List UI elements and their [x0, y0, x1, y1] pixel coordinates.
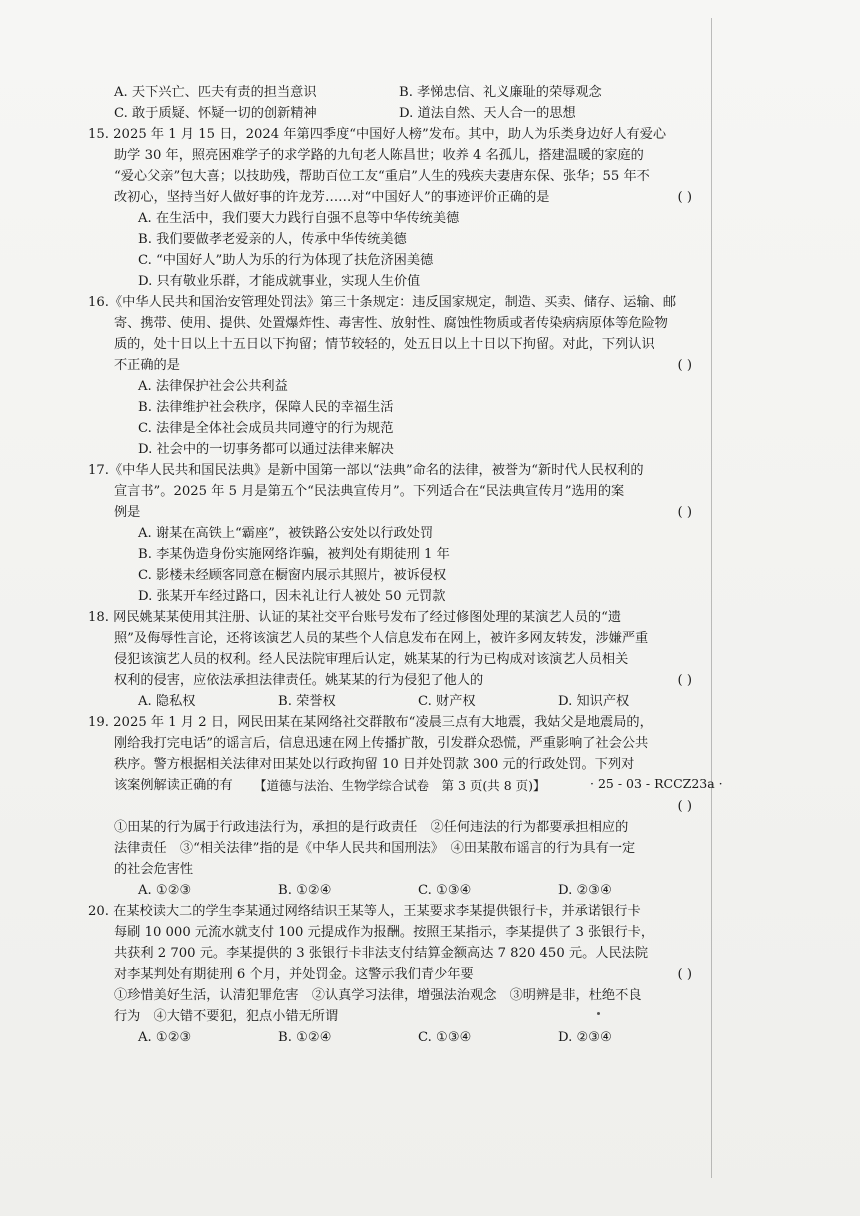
option-d: D. 道法自然、天人合一的思想 — [399, 106, 576, 121]
option-b: B. 我们要做孝老爱亲的人，传承中华传统美德 — [138, 232, 407, 247]
option-c: C. “中国好人”助人为乐的行为体现了扶危济困美德 — [138, 253, 434, 268]
question-19 — [88, 712, 698, 901]
question-line: 刚给我打完电话”的谣言后，信息迅速在网上传播扩散，引发群众恐慌，严重影响了社会公共 — [114, 736, 649, 751]
footer-title: 【道德与法治、生物学综合试卷 第 3 页(共 8 页)】 — [254, 778, 546, 793]
question-line: 18. 网民姚某某使用其注册、认证的某社交平台账号发布了经过修图处理的某演艺人员的“遗 — [88, 610, 622, 625]
option-a: A. 法律保护社会公共利益 — [138, 379, 288, 394]
exam-content — [88, 82, 698, 1048]
option-b: B. 荣誉权 — [278, 694, 336, 709]
question-line: 宣言书”。2025 年 5 月是第五个“民法典宣传月”。下列适合在“民法典宣传月”选用的案 — [114, 484, 625, 499]
option-a: A. 隐私权 — [138, 694, 196, 709]
footer-code: · 25 - 03 - RCCZ23a · — [590, 776, 723, 791]
answer-bracket: ( ) — [677, 505, 692, 520]
option-d: D. ②③④ — [558, 1030, 612, 1045]
answer-bracket: ( ) — [677, 190, 692, 205]
item-line: 行为 ④大错不要犯，犯点小错无所谓 — [114, 1009, 339, 1024]
question-line-last — [114, 670, 698, 691]
question-line-last — [114, 187, 698, 208]
options-row — [114, 880, 698, 901]
option-d: D. 社会中的一切事务都可以通过法律来解决 — [138, 442, 394, 457]
question-line-text: 不正确的是 — [114, 358, 180, 373]
page-footer — [254, 776, 723, 794]
item-line: 的社会危害性 — [114, 862, 194, 877]
option-d: D. ②③④ — [558, 883, 612, 898]
option-a: A. 天下兴亡、匹夫有责的担当意识 — [114, 85, 317, 100]
question-line-last — [114, 355, 698, 376]
option-b: B. ①②④ — [278, 883, 332, 898]
question-line: 侵犯该演艺人员的权利。经人民法院审理后认定，姚某某的行为已构成对该演艺人员相关 — [114, 652, 629, 667]
option-d: D. 张某开车经过路口，因未礼让行人被处 50 元罚款 — [138, 589, 446, 604]
options-row — [114, 691, 698, 712]
answer-bracket: ( ) — [677, 358, 692, 373]
option-b: B. ①②④ — [278, 1030, 332, 1045]
option-a: A. 谢某在高铁上“霸座”，被铁路公安处以行政处罚 — [138, 526, 434, 541]
answer-bracket: ( ) — [677, 673, 692, 688]
question-line-text: 对李某判处有期徒刑 6 个月，并处罚金。这警示我们青少年要 — [114, 967, 474, 982]
question-line: 15. 2025 年 1 月 15 日，2024 年第四季度“中国好人榜”发布。其中，助人为乐类身边好人有爱心 — [88, 127, 667, 142]
question-line-last — [114, 964, 698, 985]
question-line: 17.《中华人民共和国民法典》是新中国第一部以“法典”命名的法律，被誉为“新时代人民权利的 — [88, 463, 644, 478]
option-a: A. ①②③ — [138, 1030, 192, 1045]
answer-bracket-line — [114, 796, 698, 817]
question-line: 每刷 10 000 元流水就支付 100 元提成作为报酬。按照王某指示，李某提供了 3 张银行卡， — [114, 925, 655, 940]
option-b: B. 法律维护社会秩序，保障人民的幸福生活 — [138, 400, 394, 415]
option-b: B. 李某伪造身份实施网络诈骗，被判处有期徒刑 1 年 — [138, 547, 450, 562]
question-line-last — [114, 502, 698, 523]
option-c: C. 法律是全体社会成员共同遵守的行为规范 — [138, 421, 394, 436]
question-line: 寄、携带、使用、提供、处置爆炸性、毒害性、放射性、腐蚀性物质或者传染病病原体等危险物 — [114, 316, 668, 331]
fold-line — [711, 18, 712, 1178]
option-a: A. 在生活中，我们要大力践行自强不息等中华传统美德 — [138, 211, 460, 226]
question-line: 20. 在某校读大二的学生李某通过网络结识王某等人，王某要求李某提供银行卡，并承诺银行卡 — [88, 904, 641, 919]
question-line: 该案例解读正确的有 — [114, 778, 233, 793]
option-d: D. 只有敬业乐群，才能成就事业，实现人生价值 — [138, 274, 421, 289]
item-line: ①珍惜美好生活，认清犯罪危害 ②认真学习法律，增强法治观念 ③明辨是非，杜绝不良 — [114, 988, 642, 1003]
options-row — [114, 1027, 698, 1048]
question-line-text: 改初心，坚持当好人做好事的许龙芳……对“中国好人”的事迹评价正确的是 — [114, 190, 550, 205]
question-line: 16.《中华人民共和国治安管理处罚法》第三十条规定：违反国家规定，制造、买卖、储存、运输、邮 — [88, 295, 677, 310]
question-18 — [88, 607, 698, 712]
option-c: C. 影楼未经顾客同意在橱窗内展示其照片，被诉侵权 — [138, 568, 447, 583]
question-line: 共获利 2 700 元。李某提供的 3 张银行卡非法支付结算金额高达 7 820 450 元。人民法院 — [114, 946, 649, 961]
question-line-text: 权利的侵害，应依法承担法律责任。姚某某的行为侵犯了他人的 — [114, 673, 484, 688]
question-17 — [88, 460, 698, 607]
question-line: 质的，处十日以上十五日以下拘留；情节较轻的，处五日以上十日以下拘留。对此，下列认识 — [114, 337, 655, 352]
item-line: 法律责任 ③“相关法律”指的是《中华人民共和国刑法》 ④田某散布谣言的行为具有一定 — [114, 841, 636, 856]
question-line: 19. 2025 年 1 月 2 日，网民田某在某网络社交群散布“凌晨三点有大地震，我姑父是地震局的， — [88, 715, 653, 730]
question-20 — [88, 901, 698, 1048]
option-a: A. ①②③ — [138, 883, 192, 898]
prev-options-row-2 — [114, 103, 698, 124]
answer-bracket: ( ) — [677, 967, 692, 982]
question-line: 照”及侮辱性言论，还将该演艺人员的某些个人信息发布在网上，被许多网友转发，涉嫌严重 — [114, 631, 649, 646]
scan-speck — [597, 1012, 600, 1015]
option-c: C. 财产权 — [418, 694, 476, 709]
question-line: “爱心父亲”包大喜；以技助残，帮助百位工友“重启”人生的残疾夫妻唐东保、张华；55 年不 — [114, 169, 650, 184]
question-16 — [88, 292, 698, 460]
option-d: D. 知识产权 — [558, 694, 630, 709]
option-c: C. ①③④ — [418, 883, 472, 898]
question-line: 助学 30 年，照亮困难学子的求学路的九旬老人陈昌世；收养 4 名孤儿，搭建温暖的家庭的 — [114, 148, 644, 163]
question-line: 秩序。警方根据相关法律对田某处以行政拘留 10 日并处罚款 300 元的行政处罚。下列对 — [114, 757, 635, 772]
option-c: C. ①③④ — [418, 1030, 472, 1045]
question-line-text: 例是 — [114, 505, 141, 520]
option-c: C. 敢于质疑、怀疑一切的创新精神 — [114, 106, 317, 121]
prev-options-row-1 — [114, 82, 698, 103]
option-b: B. 孝悌忠信、礼义廉耻的荣辱观念 — [399, 85, 602, 100]
question-15 — [88, 124, 698, 292]
item-line: ①田某的行为属于行政违法行为，承担的是行政责任 ②任何违法的行为都要承担相应的 — [114, 820, 629, 835]
answer-bracket: ( ) — [677, 799, 692, 814]
